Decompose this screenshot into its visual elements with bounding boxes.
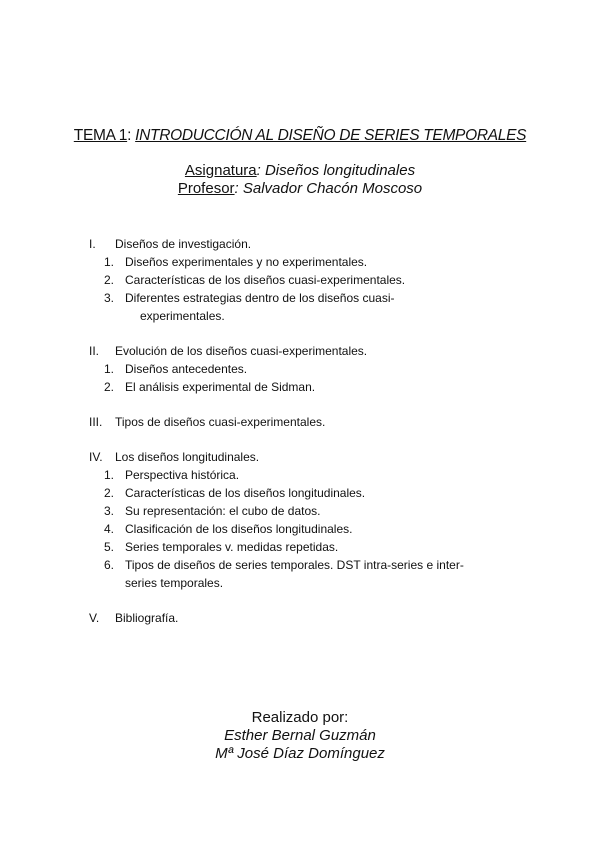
item-text: Clasificación de los diseños longitudinales. [125, 522, 353, 536]
item-text: Diseños antecedentes. [125, 362, 248, 376]
item-text: El análisis experimental de Sidman. [125, 380, 316, 394]
item-number: 4. [103, 522, 114, 536]
author-2: Mª José Díaz Domínguez [215, 745, 385, 762]
item-number: 1. [103, 362, 114, 376]
section-heading [0, 413, 600, 431]
outline-item [0, 271, 600, 289]
outline-item [0, 484, 600, 502]
item-text: Características de los diseños cuasi-experimentales. [125, 273, 406, 287]
outline-item [0, 556, 600, 592]
outline-item [0, 538, 600, 556]
section-heading [0, 235, 600, 253]
item-number: 1. [103, 468, 114, 482]
outline-item [0, 253, 600, 271]
professor-line [0, 180, 600, 197]
item-text-continuation: experimentales. [140, 309, 225, 323]
outline-section [0, 342, 600, 396]
document-title [0, 127, 600, 145]
item-number: 3. [103, 291, 114, 305]
section-numeral: V. [89, 611, 100, 625]
section-title: Diseños de investigación. [115, 237, 252, 251]
item-number: 2. [103, 486, 114, 500]
outline-section [0, 448, 600, 592]
outline-section [0, 413, 600, 431]
section-numeral: II. [89, 344, 100, 358]
item-text-continuation: series temporales. [125, 576, 224, 590]
item-text: Series temporales v. medidas repetidas. [125, 540, 339, 554]
item-text: Perspectiva histórica. [125, 468, 240, 482]
item-number: 2. [103, 380, 114, 394]
outline-item [0, 520, 600, 538]
title-prefix: TEMA 1 [73, 127, 128, 144]
section-heading [0, 448, 600, 466]
item-text: Su representación: el cubo de datos. [125, 504, 321, 518]
subject-value: : Diseños longitudinales [256, 162, 416, 179]
section-title: Los diseños longitudinales. [115, 450, 260, 464]
item-number: 3. [103, 504, 114, 518]
outline-section [0, 609, 600, 627]
outline-item [0, 466, 600, 484]
professor-label: Profesor [177, 180, 235, 197]
item-text: Diseños experimentales y no experimentales. [125, 255, 368, 269]
subject-line [0, 162, 600, 179]
section-numeral: III. [89, 415, 103, 429]
section-title: Bibliografía. [115, 611, 179, 625]
author-1: Esther Bernal Guzmán [224, 727, 376, 744]
outline-item [0, 289, 600, 325]
professor-value: : Salvador Chacón Moscoso [234, 180, 423, 197]
outline-item [0, 502, 600, 520]
section-title: Tipos de diseños cuasi-experimentales. [115, 415, 326, 429]
item-number: 6. [103, 558, 114, 572]
section-heading [0, 342, 600, 360]
table-of-contents [0, 235, 600, 644]
section-numeral: I. [89, 237, 96, 251]
outline-item [0, 378, 600, 396]
item-number: 1. [103, 255, 114, 269]
section-heading [0, 609, 600, 627]
section-title: Evolución de los diseños cuasi-experimentales. [115, 344, 368, 358]
item-text: Tipos de diseños de series temporales. DST intra-series e inter- [125, 558, 464, 572]
item-text: Diferentes estrategias dentro de los diseños cuasi- [125, 291, 395, 305]
section-numeral: IV. [89, 450, 103, 464]
outline-section [0, 235, 600, 325]
item-number: 2. [103, 273, 114, 287]
item-number: 5. [103, 540, 114, 554]
outline-item [0, 360, 600, 378]
credits-label: Realizado por: [251, 709, 349, 726]
item-text: Características de los diseños longitudinales. [125, 486, 366, 500]
title-subject: INTRODUCCIÓN AL DISEÑO DE SERIES TEMPORALES [135, 127, 527, 144]
subject-label: Asignatura [184, 162, 257, 179]
title-colon: : [127, 127, 136, 144]
